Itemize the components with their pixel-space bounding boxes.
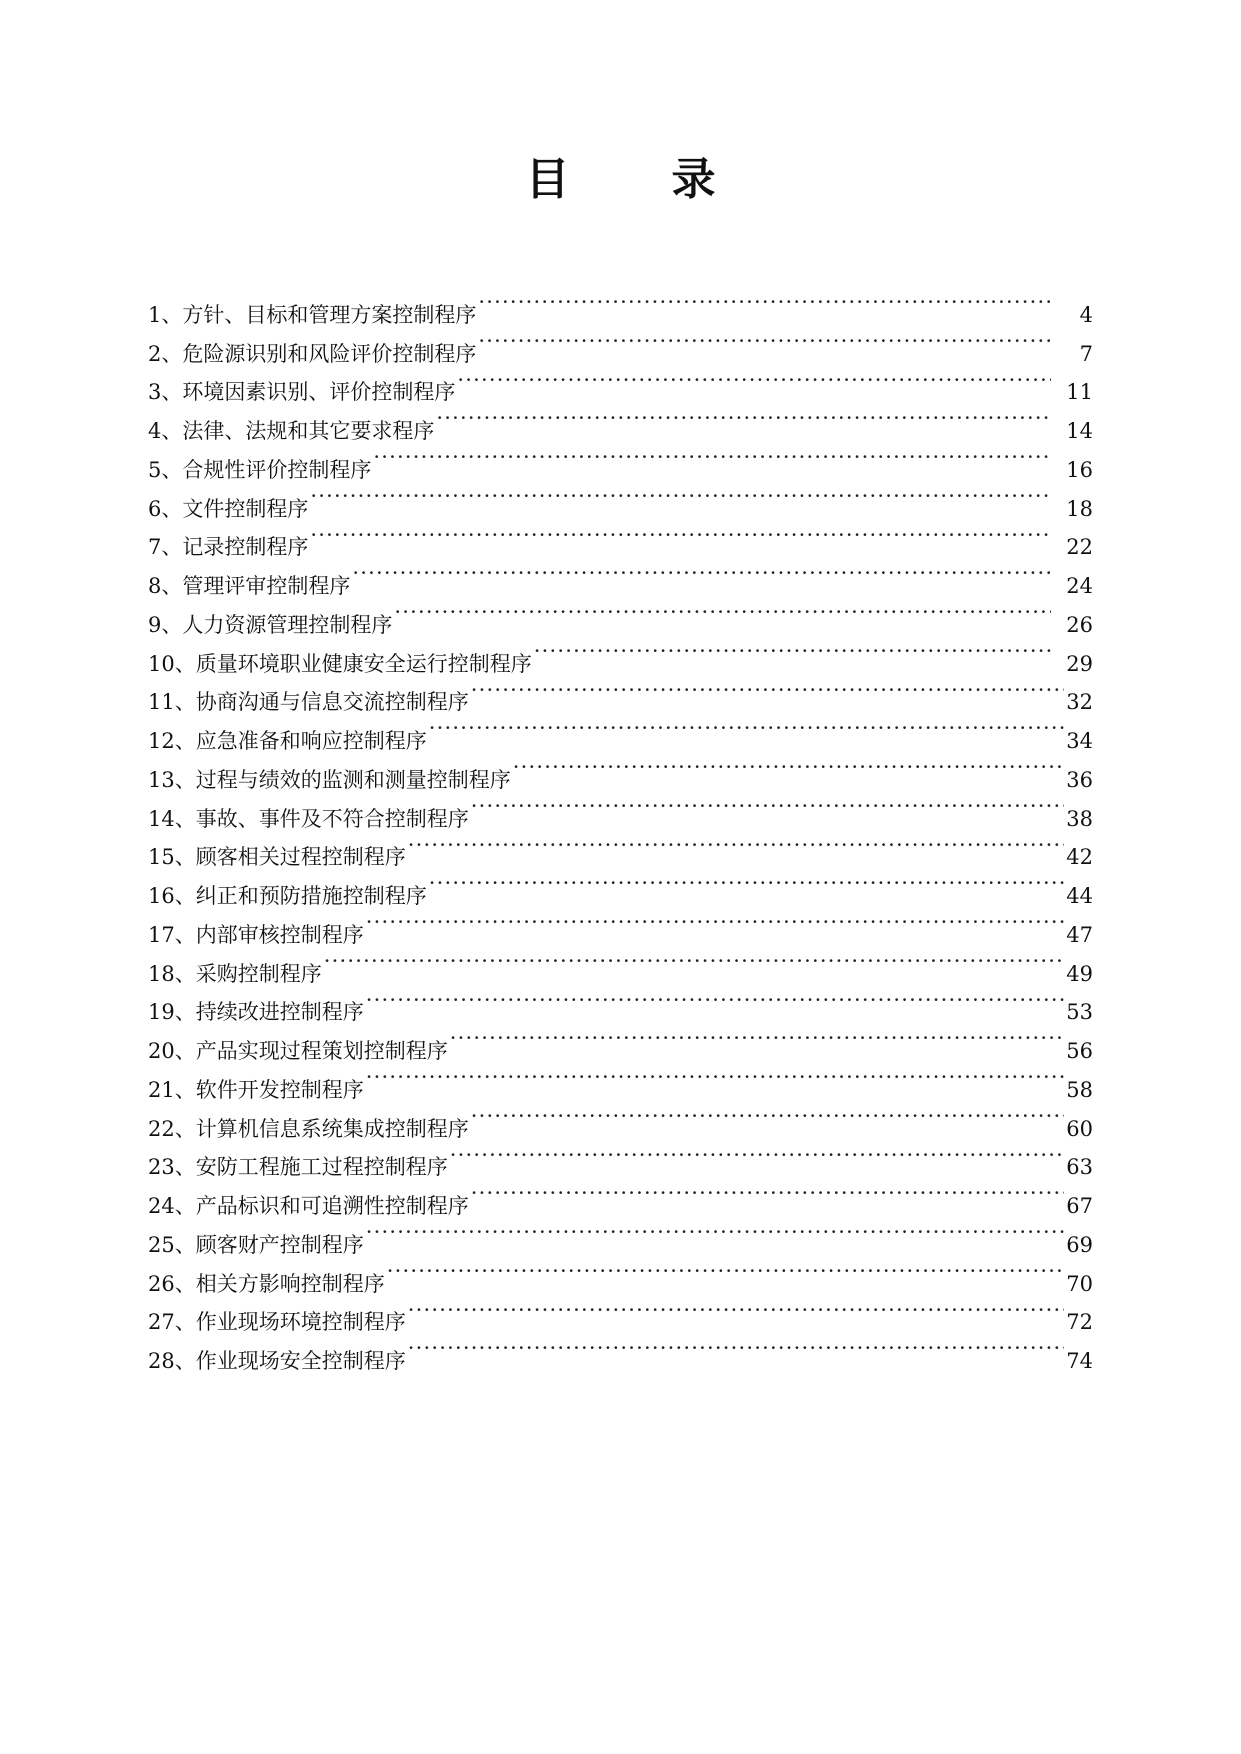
toc-entry-title: 法律、法规和其它要求程序 [182, 419, 435, 443]
toc-dot-leader [324, 942, 1065, 981]
toc-entry-page-number: 49 [1066, 961, 1093, 986]
toc-dot-leader [534, 632, 1051, 671]
toc-entry-number: 19、 [148, 1000, 196, 1025]
toc-entry-title: 软件开发控制程序 [195, 1077, 364, 1102]
toc-dot-leader [366, 903, 1065, 942]
toc-entry-label [148, 567, 350, 606]
toc-entry-number: 20、 [148, 1039, 196, 1063]
toc-entry-number: 7、 [148, 535, 183, 560]
toc-entry-page-number: 47 [1066, 922, 1093, 947]
toc-entry-number: 2、 [148, 341, 183, 366]
toc-entry-label [148, 722, 427, 761]
title-char-2: 录 [671, 154, 716, 205]
toc-entry-title: 作业现场安全控制程序 [195, 1349, 406, 1373]
toc-entry-page-number: 70 [1066, 1271, 1093, 1296]
toc-entry-number: 15、 [148, 845, 196, 870]
toc-entry-page-number: 4 [1079, 302, 1093, 327]
toc-entry-number: 11、 [148, 690, 196, 715]
toc-entry-page-number: 26 [1066, 612, 1093, 637]
toc-entry-label [148, 838, 406, 877]
toc-entry-page-number: 16 [1066, 457, 1093, 482]
toc-entry-number: 1、 [148, 302, 183, 327]
toc-entry-label [148, 528, 308, 567]
toc-entry-label [148, 490, 308, 529]
toc-entry-page-number: 58 [1066, 1077, 1093, 1102]
toc-entry-page-number: 14 [1066, 419, 1093, 443]
toc-entry-page-number: 53 [1066, 1000, 1093, 1025]
toc-entry-page-number: 72 [1066, 1310, 1093, 1335]
toc-entry-number: 28、 [148, 1349, 196, 1373]
toc-dot-leader [366, 1213, 1065, 1252]
toc-entry-title: 文件控制程序 [182, 496, 309, 521]
toc-entry-label [148, 1071, 364, 1110]
toc-entry-number: 4、 [148, 419, 183, 443]
toc-dot-leader [394, 593, 1051, 632]
toc-entry-number: 10、 [148, 651, 196, 676]
toc-entry-title: 相关方影响控制程序 [195, 1271, 385, 1296]
toc-entry-page-number: 36 [1066, 767, 1093, 792]
toc-entry-title: 质量环境职业健康安全运行控制程序 [195, 651, 532, 676]
toc-entry-number: 23、 [148, 1155, 196, 1180]
toc-entry-title: 产品标识和可追溯性控制程序 [195, 1194, 469, 1218]
toc-entry-page-number: 60 [1066, 1116, 1093, 1141]
toc-dot-leader [408, 1329, 1065, 1368]
toc-entry-label [148, 1226, 364, 1265]
toc-entry-number: 8、 [148, 574, 183, 598]
toc-entry-title: 安防工程施工过程控制程序 [195, 1155, 448, 1180]
toc-entry-number: 26、 [148, 1271, 196, 1296]
toc-dot-leader [471, 671, 1065, 710]
toc-entry-page-number: 7 [1079, 341, 1093, 366]
toc-entry-page-number: 34 [1066, 729, 1093, 753]
toc-entry-number: 25、 [148, 1232, 196, 1257]
toc-entry-title: 纠正和预防措施控制程序 [195, 884, 427, 908]
toc-dot-leader [429, 864, 1065, 903]
toc-dot-leader [450, 1136, 1065, 1175]
toc-entry-title: 方针、目标和管理方案控制程序 [182, 302, 477, 327]
toc-entry-title: 危险源识别和风险评价控制程序 [182, 341, 477, 366]
toc-entry-page-number: 69 [1066, 1232, 1093, 1257]
toc-entry-page-number: 63 [1066, 1155, 1093, 1180]
toc-entry-page-number: 29 [1066, 651, 1093, 676]
title-char-1: 目 [525, 154, 570, 205]
toc-dot-leader [366, 981, 1065, 1020]
toc-entry-label [148, 1265, 385, 1304]
toc-dot-leader [471, 787, 1065, 826]
toc-entry-label [148, 606, 392, 645]
toc-entry-title: 记录控制程序 [182, 535, 309, 560]
toc-entry-title: 采购控制程序 [195, 961, 322, 986]
toc-entry-page-number: 24 [1066, 574, 1093, 598]
toc-entry-page-number: 32 [1066, 690, 1093, 715]
toc-entry-label [148, 1148, 448, 1187]
table-of-contents [148, 283, 1093, 1373]
toc-entry-title: 作业现场环境控制程序 [195, 1310, 406, 1335]
toc-dot-leader [478, 322, 1051, 361]
toc-entry-page-number: 38 [1066, 806, 1093, 831]
toc-entry-title: 持续改进控制程序 [195, 1000, 364, 1025]
toc-entry-number: 22、 [148, 1116, 196, 1141]
toc-dot-leader [513, 748, 1065, 787]
toc-entry-title: 产品实现过程策划控制程序 [195, 1039, 448, 1063]
toc-dot-leader [408, 1291, 1065, 1330]
toc-entry-label [148, 761, 511, 800]
toc-dot-leader [471, 1174, 1065, 1213]
toc-entry-label [148, 335, 476, 374]
toc-entry-number: 13、 [148, 767, 196, 792]
toc-dot-leader [310, 516, 1051, 555]
page-title [0, 152, 1241, 208]
toc-entry-title: 计算机信息系统集成控制程序 [195, 1116, 469, 1141]
toc-entry-number: 16、 [148, 884, 196, 908]
toc-entry-label [148, 373, 455, 412]
toc-entry-number: 21、 [148, 1077, 196, 1102]
toc-entry-number: 6、 [148, 496, 183, 521]
toc-entry-label [148, 683, 469, 722]
toc-entry-page-number: 44 [1066, 884, 1093, 908]
toc-entry-title: 事故、事件及不符合控制程序 [195, 806, 469, 831]
toc-dot-leader [366, 1058, 1065, 1097]
toc-dot-leader [352, 554, 1051, 593]
toc-dot-leader [373, 438, 1051, 477]
toc-entry-number: 24、 [148, 1194, 196, 1218]
toc-dot-leader [310, 477, 1051, 516]
toc-entry-title: 合规性评价控制程序 [182, 457, 372, 482]
toc-entry [148, 283, 1093, 327]
toc-entry-title: 顾客相关过程控制程序 [195, 845, 406, 870]
toc-entry-title: 过程与绩效的监测和测量控制程序 [195, 767, 511, 792]
toc-entry-number: 14、 [148, 806, 196, 831]
toc-entry-label [148, 1110, 469, 1149]
toc-entry-number: 5、 [148, 457, 183, 482]
toc-entry-page-number: 22 [1066, 535, 1093, 560]
toc-entry-title: 应急准备和响应控制程序 [195, 729, 427, 753]
toc-dot-leader [436, 399, 1051, 438]
toc-entry-page-number: 67 [1066, 1194, 1093, 1218]
toc-entry-number: 3、 [148, 380, 183, 405]
toc-entry-page-number: 42 [1066, 845, 1093, 870]
toc-entry-number: 17、 [148, 922, 196, 947]
toc-dot-leader [408, 826, 1065, 865]
toc-entry-number: 12、 [148, 729, 196, 753]
toc-entry-page-number: 18 [1066, 496, 1093, 521]
toc-entry-label [148, 296, 476, 335]
toc-dot-leader [457, 361, 1051, 400]
toc-entry-label [148, 1342, 406, 1381]
toc-dot-leader [450, 1019, 1065, 1058]
toc-dot-leader [429, 709, 1065, 748]
toc-entry-page-number: 56 [1066, 1039, 1093, 1063]
toc-entry-label [148, 993, 364, 1032]
toc-entry-page-number: 74 [1066, 1349, 1093, 1373]
toc-entry-number: 18、 [148, 961, 196, 986]
toc-entry-label [148, 955, 322, 994]
toc-entry-title: 管理评审控制程序 [182, 574, 351, 598]
toc-dot-leader [478, 283, 1051, 322]
toc-entry-title: 内部审核控制程序 [195, 922, 364, 947]
toc-dot-leader [471, 1097, 1065, 1136]
toc-entry-title: 顾客财产控制程序 [195, 1232, 364, 1257]
toc-entry-title: 人力资源管理控制程序 [182, 612, 393, 637]
toc-entry-title: 协商沟通与信息交流控制程序 [195, 690, 469, 715]
toc-entry-label [148, 1303, 406, 1342]
toc-dot-leader [387, 1252, 1065, 1291]
toc-entry-page-number: 11 [1066, 380, 1093, 405]
toc-entry-number: 9、 [148, 612, 183, 637]
toc-entry-title: 环境因素识别、评价控制程序 [182, 380, 456, 405]
toc-entry-number: 27、 [148, 1310, 196, 1335]
